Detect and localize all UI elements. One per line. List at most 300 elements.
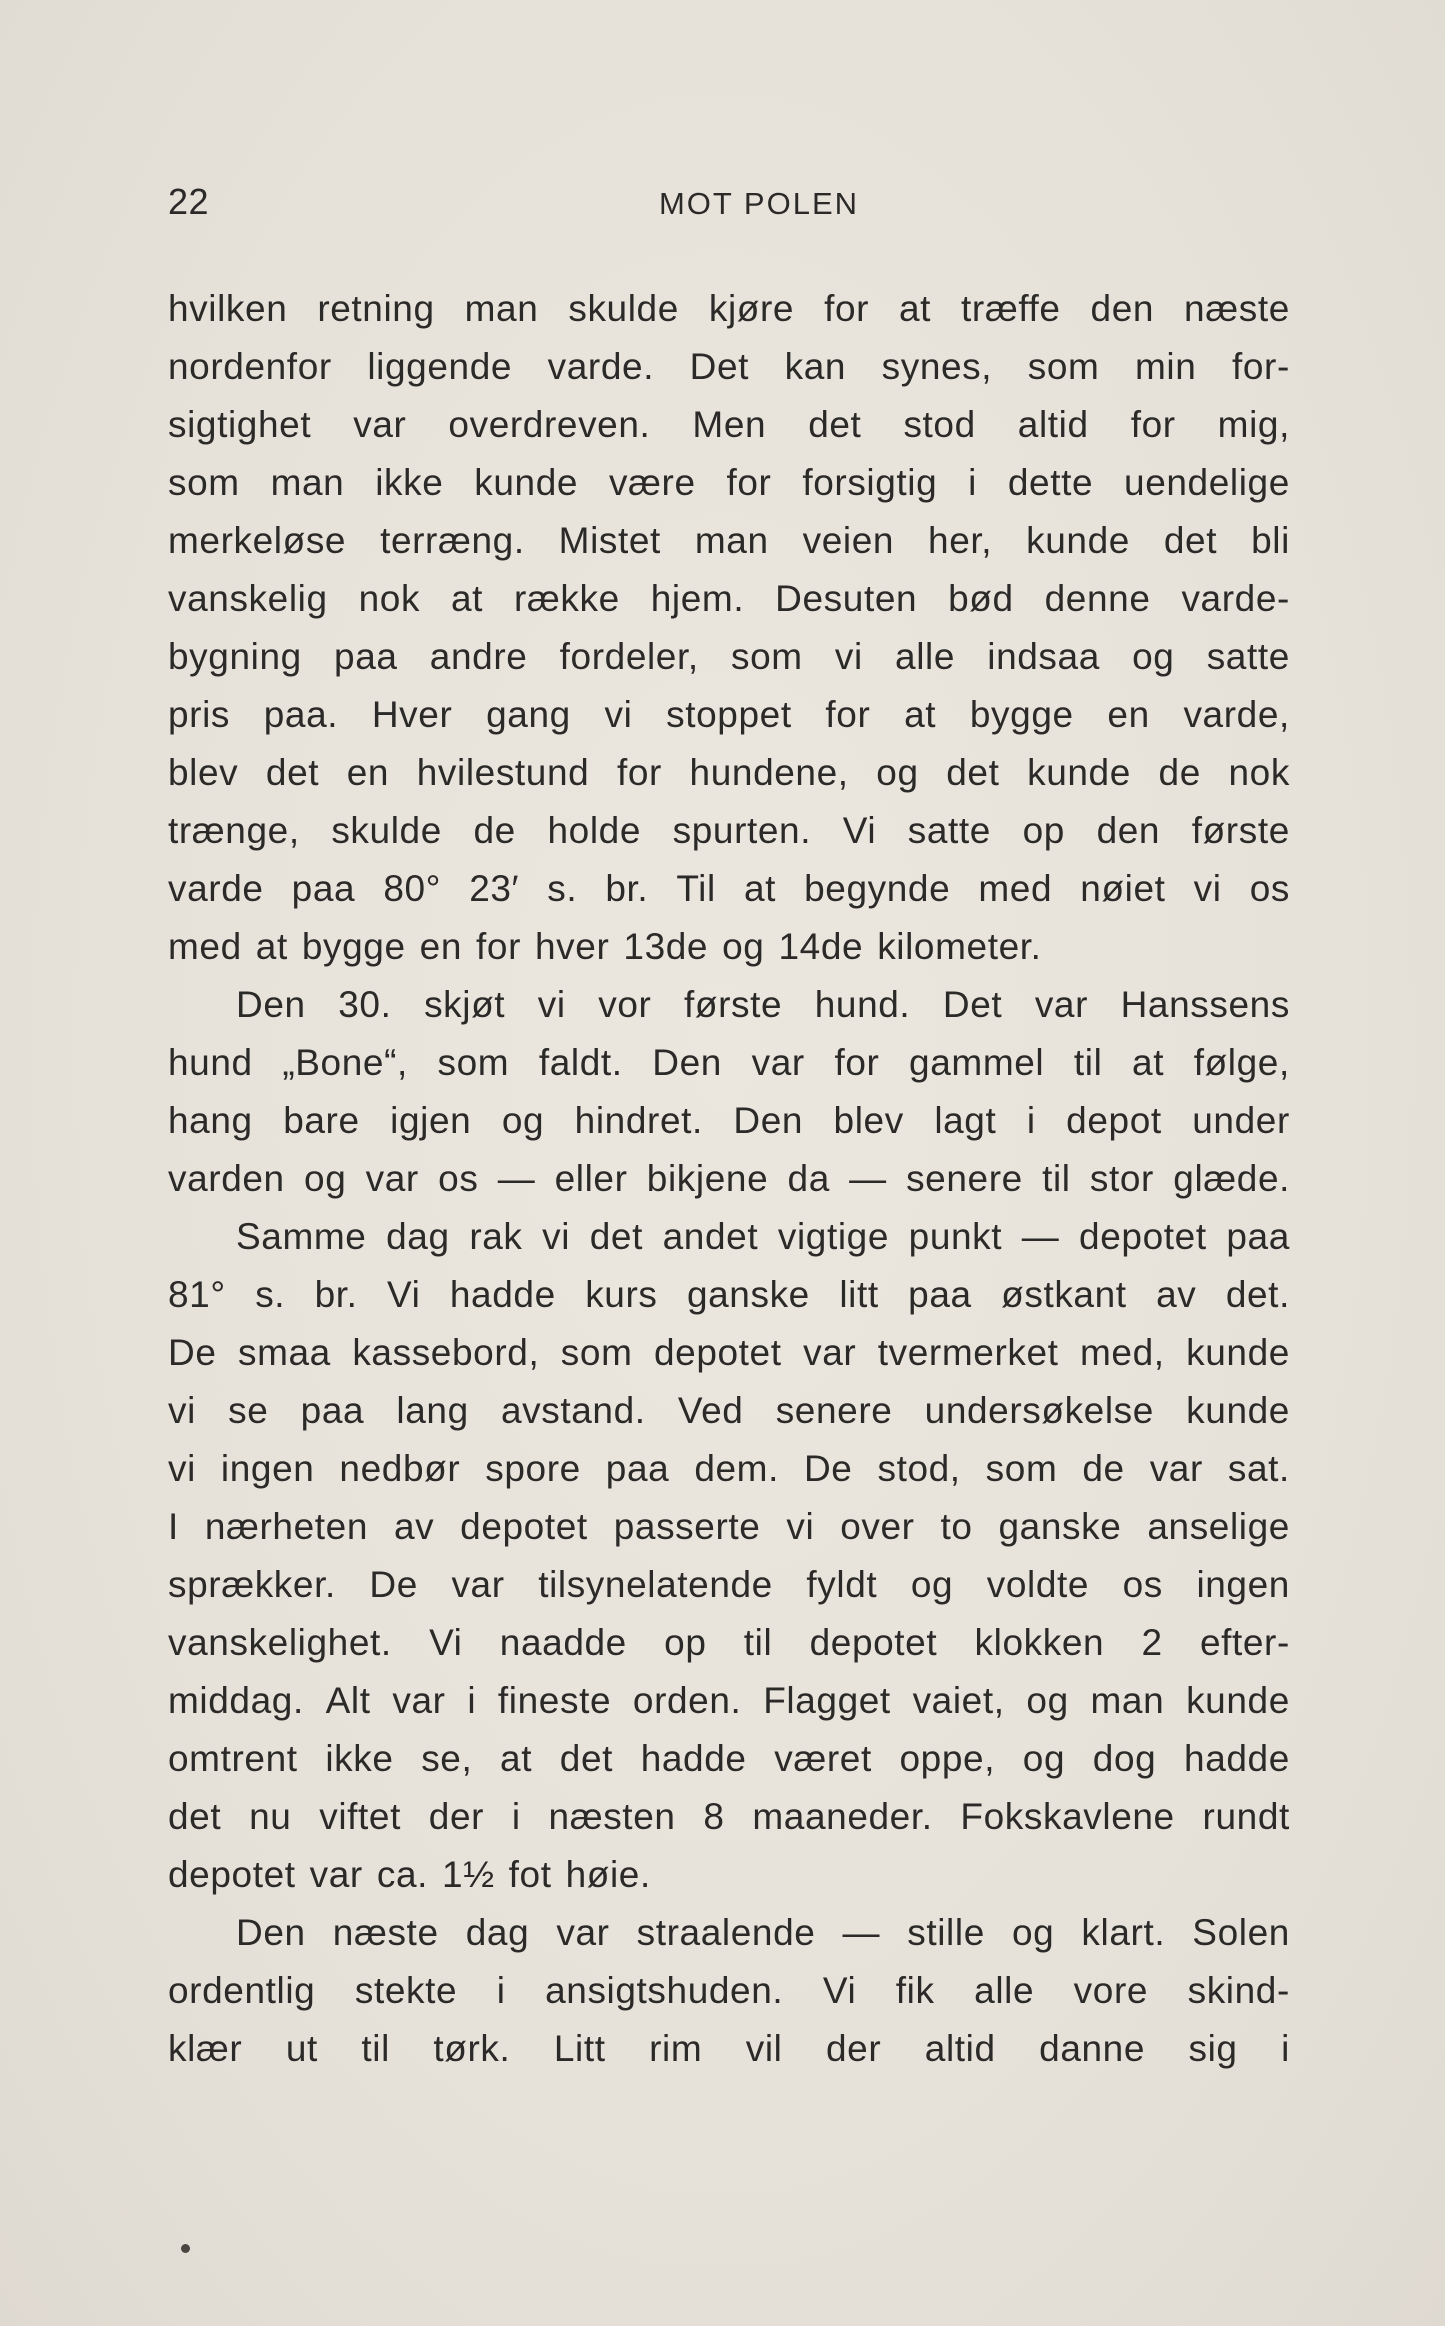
text-line [168, 1904, 1290, 1962]
word: da [787, 1158, 830, 1199]
word: i [496, 1970, 506, 2011]
word: br. [605, 868, 649, 909]
word: varde, [1183, 694, 1290, 735]
word: vi [168, 1448, 196, 1489]
word: og [1026, 1680, 1069, 1721]
word: alle [974, 1970, 1035, 2011]
word: 81° [168, 1274, 226, 1315]
word: de [1082, 1448, 1125, 1489]
text-line [168, 1266, 1290, 1324]
word: kunde [1186, 1390, 1290, 1431]
word: næsten [548, 1796, 676, 1837]
word: Ved [677, 1390, 744, 1431]
word: De [168, 1332, 217, 1373]
word: kunde [474, 462, 579, 503]
word: skulde [568, 288, 679, 329]
word: paa [300, 1390, 365, 1431]
text-line [168, 338, 1290, 396]
word: til [1073, 1042, 1103, 1083]
word: og [722, 926, 765, 967]
word: vore [1073, 1970, 1149, 2011]
word: indsaa [987, 636, 1100, 677]
word: stoppet [666, 694, 792, 735]
word: at [500, 1738, 533, 1779]
word: fordeler, [559, 636, 699, 677]
word: vaiet, [912, 1680, 1005, 1721]
word: en [346, 752, 390, 793]
word: punkt [908, 1216, 1003, 1257]
word: fot [508, 1854, 552, 1895]
word: hadde [449, 1274, 556, 1315]
word: kjøre [708, 288, 795, 329]
word: følge, [1193, 1042, 1290, 1083]
word: Vi [429, 1622, 463, 1663]
word: Solen [1192, 1912, 1290, 1953]
word: for [726, 462, 772, 503]
word: rak [469, 1216, 523, 1257]
word: synes, [881, 346, 993, 387]
word: nedbør [339, 1448, 461, 1489]
word: s. [547, 868, 578, 909]
word: nøiet [1080, 868, 1166, 909]
word: hund [168, 1042, 253, 1083]
word: 23′ [469, 868, 520, 909]
word: at [451, 578, 484, 619]
word: første [683, 984, 783, 1025]
word: skind- [1187, 1970, 1290, 2011]
word: var [309, 1854, 363, 1895]
word: ordentlig [168, 1970, 316, 2011]
word: kurs [585, 1274, 658, 1315]
word: i [467, 1680, 477, 1721]
word: bød [948, 578, 1014, 619]
word: til [361, 2028, 390, 2069]
word: som [1027, 346, 1100, 387]
word: holde [547, 810, 641, 851]
word: passerte [613, 1506, 761, 1547]
word: hindret. [574, 1100, 703, 1141]
word: 14de [778, 926, 864, 967]
word: — [497, 1158, 536, 1199]
word: vi [786, 1506, 815, 1547]
word: os [1249, 868, 1290, 909]
word: hang [168, 1100, 253, 1141]
word: over [840, 1506, 915, 1547]
word: det [265, 752, 320, 793]
word: vi [834, 636, 863, 677]
word: 1½ [442, 1854, 495, 1895]
word: De [803, 1448, 853, 1489]
text-line [168, 280, 1290, 338]
word: Vi [842, 810, 877, 851]
word: 2 [1141, 1622, 1163, 1663]
word: for [824, 288, 870, 329]
word: ca. [376, 1854, 429, 1895]
word: man [694, 520, 769, 561]
word: Fokskavlene [960, 1796, 1175, 1837]
word: altid [924, 2028, 996, 2069]
word: 8 [703, 1796, 725, 1837]
word: Hver [371, 694, 453, 735]
word: at [904, 694, 937, 735]
word: Hanssens [1120, 984, 1290, 1025]
text-line [168, 1556, 1290, 1614]
word: bygge [301, 926, 406, 967]
word: for- [1231, 346, 1290, 387]
word: række [514, 578, 620, 619]
word: blev [168, 752, 239, 793]
word: vi [1193, 868, 1222, 909]
word: op [664, 1622, 707, 1663]
word: pris [168, 694, 231, 735]
text-line [168, 1382, 1290, 1440]
page-number: 22 [168, 181, 210, 222]
word: at [255, 926, 288, 967]
word: trænge, [168, 810, 300, 851]
word: ingen [1196, 1564, 1290, 1605]
word: nok [358, 578, 421, 619]
word: depotet [809, 1622, 938, 1663]
text-line [168, 744, 1290, 802]
word: andre [429, 636, 528, 677]
word: paa [291, 868, 356, 909]
word: var [556, 1912, 610, 1953]
text-line [168, 1730, 1290, 1788]
word: vi [542, 1216, 571, 1257]
word: i [968, 462, 977, 503]
text-line [168, 1440, 1290, 1498]
word: kunde [1186, 1680, 1290, 1721]
text-line [168, 802, 1290, 860]
word: altid [1017, 404, 1089, 445]
word: med [978, 868, 1053, 909]
word: var [1034, 984, 1089, 1025]
word: andet [662, 1216, 759, 1257]
word: det [808, 404, 862, 445]
word: stor [1089, 1158, 1154, 1199]
word: litt [839, 1274, 879, 1315]
text-line [168, 686, 1290, 744]
word: tørk. [433, 2028, 511, 2069]
word: og [501, 1100, 545, 1141]
word: at [899, 288, 932, 329]
word: fineste [497, 1680, 612, 1721]
word: overdreven. [448, 404, 651, 445]
word: paa [605, 1448, 670, 1489]
word: at [743, 868, 776, 909]
word: man [270, 462, 345, 503]
word: vanskelig [168, 578, 328, 619]
word: blev [833, 1100, 904, 1141]
word: avstand. [500, 1390, 646, 1431]
word: klokken [974, 1622, 1105, 1663]
word: liggende [367, 346, 513, 387]
text-line [168, 1092, 1290, 1150]
word: br. [314, 1274, 358, 1315]
word: varde- [1181, 578, 1290, 619]
word: hadde [1184, 1738, 1290, 1779]
word: De [369, 1564, 418, 1605]
word: smaa [237, 1332, 331, 1373]
word: vanskelighet. [168, 1622, 392, 1663]
word: undersøkelse [924, 1390, 1154, 1431]
word: alle [895, 636, 956, 677]
word: Den [236, 984, 306, 1025]
word: bare [283, 1100, 360, 1141]
word: mig, [1217, 404, 1290, 445]
text-line [168, 512, 1290, 570]
text-line [168, 1614, 1290, 1672]
word: bygge [969, 694, 1074, 735]
word: s. [255, 1274, 286, 1315]
word: kunde [1026, 520, 1130, 561]
word: klart. [1081, 1912, 1166, 1953]
word: høie. [565, 1854, 651, 1895]
word: senere [775, 1390, 893, 1431]
word: bli [1251, 520, 1290, 561]
word: paa [334, 636, 398, 677]
word: ut [285, 2028, 318, 2069]
word: som [730, 636, 803, 677]
word: depotet [1079, 1216, 1207, 1257]
word: depotet [168, 1854, 296, 1895]
word: nærheten [204, 1506, 369, 1547]
word: danne [1039, 2028, 1146, 2069]
text-line [168, 860, 1290, 918]
word: bikjene [646, 1158, 769, 1199]
word: min [1135, 346, 1197, 387]
word: østkant [1001, 1274, 1127, 1315]
word: var [803, 1332, 857, 1373]
word: lang [396, 1390, 469, 1431]
word: naadde [499, 1622, 627, 1663]
word: rim [649, 2028, 703, 2069]
word: „Bone“, [282, 1042, 408, 1083]
word: under [1192, 1100, 1290, 1141]
word: 30. [338, 984, 392, 1025]
word: Litt [553, 2028, 606, 2069]
word: det. [1225, 1274, 1290, 1315]
word: oppe, [899, 1738, 996, 1779]
word: bygning [168, 636, 302, 677]
word: som [560, 1332, 633, 1373]
text-line [168, 1788, 1290, 1846]
word: kunde [1027, 752, 1131, 793]
word: 13de [623, 926, 709, 967]
word: dag [386, 1216, 450, 1257]
running-title: MOT POLEN [658, 186, 860, 221]
word: gammel [909, 1042, 1045, 1083]
word: en [419, 926, 463, 967]
word: av [1156, 1274, 1197, 1315]
word: I [168, 1506, 179, 1547]
word: kan [784, 346, 847, 387]
word: begynde [804, 868, 951, 909]
word: det [589, 1216, 643, 1257]
word: op [1022, 810, 1065, 851]
word: efter- [1199, 1622, 1290, 1663]
word: Vi [822, 1970, 857, 2011]
word: Det [689, 346, 750, 387]
word: var [1149, 1448, 1203, 1489]
word: Den [236, 1912, 306, 1953]
word: der [428, 1796, 485, 1837]
word: og [876, 752, 919, 793]
text-line [168, 1034, 1290, 1092]
word: skjøt [424, 984, 506, 1025]
word: Men [692, 404, 767, 445]
word: første [1191, 810, 1290, 851]
word: hjem. [650, 578, 745, 619]
text-line [168, 1962, 1290, 2020]
word: det [946, 752, 1000, 793]
word: træffe [961, 288, 1061, 329]
word: som [168, 462, 240, 503]
word: straalende [636, 1912, 816, 1953]
word: vi [604, 694, 633, 735]
word: for [834, 1042, 880, 1083]
word: rundt [1202, 1796, 1290, 1837]
text-line [168, 1672, 1290, 1730]
word: og [910, 1564, 954, 1605]
word: voldte [986, 1564, 1090, 1605]
word: viftet [319, 1796, 401, 1837]
word: i [1281, 2028, 1290, 2069]
word: vi [537, 984, 566, 1025]
text-line [168, 1846, 1290, 1904]
word: Alt [325, 1680, 371, 1721]
word: omtrent [168, 1738, 298, 1779]
word: skulde [331, 810, 442, 851]
word: spore [485, 1448, 581, 1489]
word: det [1163, 520, 1218, 561]
word: tvermerket [877, 1332, 1059, 1373]
word: merkeløse [168, 520, 347, 561]
word: i [1026, 1100, 1036, 1141]
text-line [168, 1150, 1290, 1208]
word: var [392, 1680, 446, 1721]
word: Mistet [558, 520, 661, 561]
word: hundene, [689, 752, 849, 793]
word: nu [249, 1796, 292, 1837]
word: dem. [694, 1448, 779, 1489]
word: være [608, 462, 696, 503]
word: vor [598, 984, 652, 1025]
word: Til [676, 868, 716, 909]
word: og [304, 1158, 347, 1199]
word: hvilken [168, 288, 288, 329]
word: paa. [263, 694, 339, 735]
word: vi [168, 1390, 196, 1431]
word: for [616, 752, 662, 793]
word: man [1090, 1680, 1165, 1721]
word: for [1130, 404, 1176, 445]
word: forsigtig [802, 462, 938, 503]
word: tilsynelatende [538, 1564, 773, 1605]
word: der [826, 2028, 882, 2069]
word: senere [906, 1158, 1023, 1199]
word: — [842, 1912, 881, 1953]
word: orden. [632, 1680, 742, 1721]
word: hvilestund [416, 752, 590, 793]
word: sig [1188, 2028, 1238, 2069]
text-line [168, 1498, 1290, 1556]
ink-speck [181, 2244, 190, 2253]
text-line [168, 396, 1290, 454]
text-line [168, 918, 1290, 976]
word: fyldt [806, 1564, 878, 1605]
word: hadde [640, 1738, 747, 1779]
word: maaneder. [752, 1796, 933, 1837]
word: kilometer. [877, 926, 1042, 967]
word: og [1011, 1912, 1055, 1953]
word: klær [168, 2028, 243, 2069]
word: dette [1007, 462, 1094, 503]
word: depot [1066, 1100, 1162, 1141]
word: og [1132, 636, 1175, 677]
word: veien [802, 520, 895, 561]
word: stod [903, 404, 976, 445]
word: faldt. [538, 1042, 623, 1083]
word: to [940, 1506, 973, 1547]
word: paa [908, 1274, 972, 1315]
word: eller [554, 1158, 628, 1199]
word: terræng. [380, 520, 525, 561]
word: 80° [383, 868, 442, 909]
word: Samme [236, 1216, 367, 1257]
word: av [393, 1506, 435, 1547]
text-line [168, 454, 1290, 512]
word: middag. [168, 1680, 304, 1721]
word: stekte [354, 1970, 458, 2011]
word: en [1107, 694, 1150, 735]
word: sigtighet [168, 404, 312, 445]
word: satte [1206, 636, 1290, 677]
word: at [1132, 1042, 1165, 1083]
word: man [464, 288, 539, 329]
text-line [168, 1324, 1290, 1382]
word: var [365, 1158, 419, 1199]
word: stod, [877, 1448, 961, 1489]
word: stille [907, 1912, 985, 1953]
word: med, [1080, 1332, 1165, 1373]
word: fik [895, 1970, 935, 2011]
word: anselige [1147, 1506, 1290, 1547]
word: som [985, 1448, 1058, 1489]
word: retning [317, 288, 435, 329]
word: den [1090, 288, 1155, 329]
word: det [168, 1796, 222, 1837]
word: den [1096, 810, 1161, 851]
word: i [511, 1796, 521, 1837]
word: var [451, 1564, 505, 1605]
word: vigtige [777, 1216, 889, 1257]
text-line [168, 1208, 1290, 1266]
word: som [437, 1042, 510, 1083]
word: hver [535, 926, 610, 967]
word: uendelige [1124, 462, 1290, 503]
word: — [849, 1158, 887, 1199]
word: se [228, 1390, 269, 1431]
word: kunde [1186, 1332, 1290, 1373]
word: os [1122, 1564, 1163, 1605]
word: var [353, 404, 407, 445]
word: lagt [934, 1100, 997, 1141]
body-text [168, 280, 1290, 2078]
word: Den [733, 1100, 804, 1141]
word: varden [168, 1158, 285, 1199]
word: de [473, 810, 516, 851]
